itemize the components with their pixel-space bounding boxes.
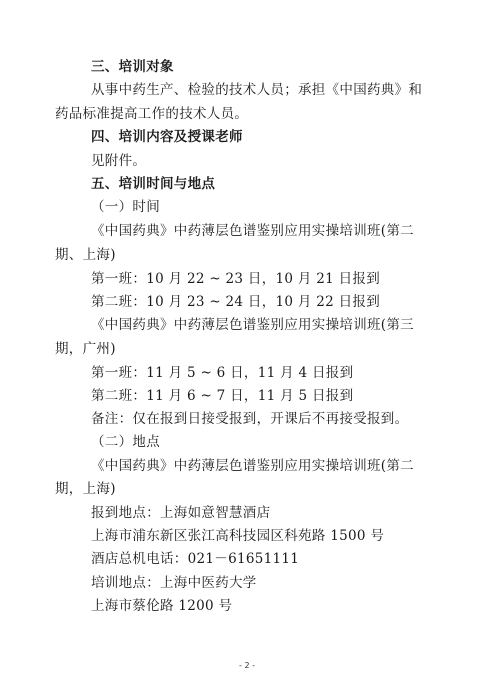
time-course-shanghai-line-1: 《中国药典》中药薄层色谱鉴别应用实操培训班(第二 — [91, 223, 414, 239]
time-course-shanghai-line-2: 期、上海) — [55, 247, 116, 263]
guangzhou-class-2: 第二班：11 月 6 ~ 7 日，11 月 5 日报到 — [91, 388, 354, 404]
page-number: - 2 - — [239, 661, 255, 670]
place-course-line-2: 期，上海) — [55, 481, 116, 497]
hotel-phone: 酒店总机电话：021－61651111 — [91, 551, 300, 567]
shanghai-class-2: 第二班：10 月 23 ~ 24 日，10 月 22 日报到 — [91, 294, 381, 310]
section-4-title: 四、培训内容及授课老师 — [91, 129, 243, 145]
section-4-body: 见附件。 — [91, 153, 147, 169]
place-subsection-label: （二）地点 — [91, 434, 160, 450]
time-course-guangzhou-line-1: 《中国药典》中药薄层色谱鉴别应用实操培训班(第三 — [91, 317, 414, 333]
checkin-location: 报到地点：上海如意智慧酒店 — [91, 505, 271, 521]
training-location: 培训地点：上海中医药大学 — [91, 575, 257, 591]
time-subsection-label: （一）时间 — [91, 199, 160, 215]
checkin-address: 上海市浦东新区张江高科技园区科苑路 1500 号 — [91, 528, 385, 544]
section-3-body-line-2: 药品标准提高工作的技术人员。 — [55, 106, 249, 122]
time-course-guangzhou-line-2: 期，广州) — [55, 341, 116, 357]
section-3-body-line-1: 从事中药生产、检验的技术人员；承担《中国药典》和 — [91, 82, 423, 98]
shanghai-class-1: 第一班：10 月 22 ~ 23 日，10 月 21 日报到 — [91, 271, 381, 287]
section-3-title: 三、培训对象 — [91, 59, 174, 75]
guangzhou-class-1: 第一班：11 月 5 ~ 6 日，11 月 4 日报到 — [91, 365, 354, 381]
time-note: 备注：仅在报到日接受报到，开课后不再接受报到。 — [91, 411, 409, 427]
training-address: 上海市蔡伦路 1200 号 — [91, 598, 233, 614]
section-5-title: 五、培训时间与地点 — [91, 176, 216, 192]
place-course-line-1: 《中国药典》中药薄层色谱鉴别应用实操培训班(第二 — [91, 458, 414, 474]
